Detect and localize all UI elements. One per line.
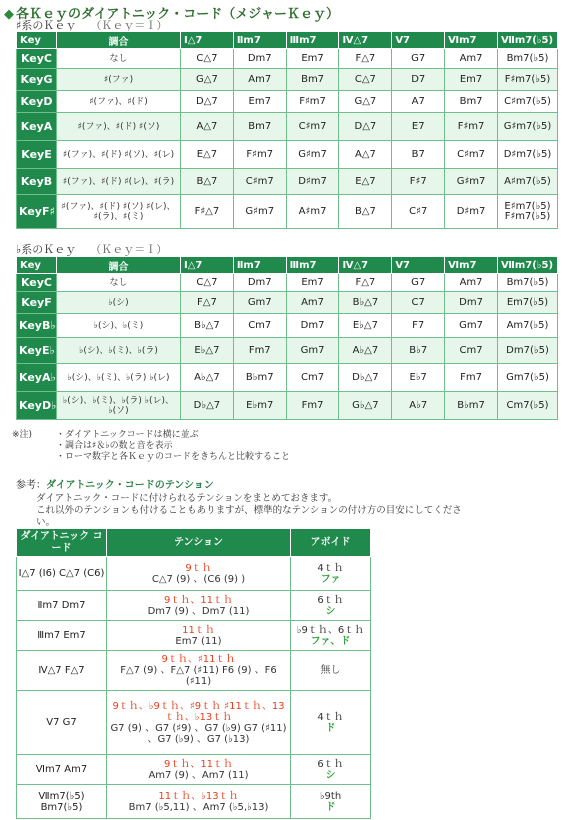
reference-line: ダイアトニック・コードに付けられるテンションをまとめておきます。	[36, 493, 338, 504]
chord-cell: B♭△7	[339, 292, 392, 314]
chord-cell: B♭7	[392, 338, 445, 364]
key-name: KeyB♭	[17, 314, 57, 338]
tension-cell	[107, 557, 291, 591]
chord-cell: Gm7	[286, 338, 339, 364]
diatonic-chord: Ⅵm7 Am7	[17, 755, 107, 785]
tension-row	[17, 557, 371, 591]
tension-list: 9ｔｈ	[185, 562, 212, 574]
chord-cell: G△7	[181, 69, 234, 91]
chord-cell: B♭m7	[445, 392, 498, 420]
chord-cell: Bm7	[233, 113, 286, 141]
chord-cell: C△7	[181, 274, 234, 292]
diatonic-chord: Ⅶm7(♭5) Bm7(♭5)	[17, 785, 107, 819]
key-name: KeyF	[17, 292, 57, 314]
chord-cell: Cm7	[286, 364, 339, 392]
avoid-tension: 6ｔｈ	[317, 758, 344, 770]
chord-cell: G♯m7	[445, 169, 498, 195]
avoid-cell	[291, 755, 371, 785]
chord-cell: Dm7	[233, 49, 286, 69]
tension-row	[17, 785, 371, 819]
chord-cell: F△7	[339, 49, 392, 69]
chord-cell: F♯△7	[181, 195, 234, 229]
key-signature: ♯(ファ)、♯(ド) ♯(ソ)	[57, 113, 181, 141]
avoid-tension: 4ｔｈ	[317, 562, 344, 574]
chord-cell: Gm7	[445, 314, 498, 338]
chord-cell: C♯7	[392, 195, 445, 229]
avoid-note: ファ	[320, 573, 341, 585]
avoid-tension: ♭9th	[319, 790, 342, 802]
avoid-cell	[291, 557, 371, 591]
key-row	[17, 195, 558, 229]
chord-cell: F♯m7	[286, 91, 339, 113]
avoid-note: シ	[325, 769, 336, 781]
tension-row	[17, 591, 371, 621]
header-signature: 調合	[57, 32, 181, 49]
tension-list: 9ｔｈ、11ｔｈ	[163, 758, 234, 770]
chord-cell: Am7	[233, 69, 286, 91]
tension-list: 9ｔｈ、11ｔｈ	[163, 594, 234, 606]
tension-cell	[107, 591, 291, 621]
tension-row	[17, 621, 371, 651]
key-name: KeyA♭	[17, 364, 57, 392]
tension-list: 9ｔｈ、♯11ｔｈ	[161, 654, 236, 665]
key-row	[17, 364, 558, 392]
chord-cell: C♯m7	[286, 113, 339, 141]
key-row	[17, 169, 558, 195]
reference-line: これ以外のテンションも付けることもありますが、標準的なテンションの付け方の目安にしてくださ	[36, 505, 462, 516]
avoid-cell	[291, 621, 371, 651]
chord-cell: D♭△7	[181, 392, 234, 420]
tension-example: Bm7 (♭5,11) 、Am7 (♭5,♭13)	[128, 801, 269, 813]
key-name: KeyF♯	[17, 195, 57, 229]
key-name: KeyA	[17, 113, 57, 141]
chord-cell: D♯m7	[445, 195, 498, 229]
chord-cell: F♯m7	[445, 113, 498, 141]
note-line: ・ローマ数字と各Ｋｅｙのコードをきちんと比較すること	[56, 452, 291, 462]
chord-cell: D△7	[181, 91, 234, 113]
chord-cell: Fm7	[233, 338, 286, 364]
tension-list: 11ｔｈ、♭13ｔｈ	[158, 790, 239, 802]
flat-key-table: Key 調合 Ⅰ△7 Ⅱm7 Ⅲm7 Ⅳ△7 Ⅴ7 Ⅵm7 Ⅶm7(♭5) KeyC なし C△7 Dm7 Em7 F△7 G7 Am7 Bm7(♭5) KeyF ♭(シ) F△7 Gm7 Am7 B♭△7 C7 Dm7 Em7(♭5) KeyB♭ ♭(シ)、♭(ミ) B♭△7 Cm7 Dm7 E♭△7 F7 Gm7 Am7(♭5) KeyE♭ ♭(シ)、♭(ミ)、♭(ラ) E♭△7 Fm7 Gm7 A♭△7 B♭7 Cm7 Dm7(♭5) KeyA♭ ♭(シ)、♭(ミ)、♭(ラ) ♭(レ) A♭△7 B♭m7 Cm7 D♭△7 E♭7 Fm7 Gm7(♭5) KeyD♭ ♭(シ)、♭(ミ)、♭(ラ) ♭(レ)、♭(ソ) D♭△7 E♭m7 Fm7 G♭△7 A♭7 B♭m7 Cm7(♭5)	[16, 256, 558, 420]
chord-cell: F△7	[339, 274, 392, 292]
chord-cell: E△7	[181, 141, 234, 169]
chord-cell: D△7	[339, 113, 392, 141]
chord-cell: Bm7	[445, 91, 498, 113]
chord-cell: Am7	[445, 49, 498, 69]
chord-cell: G7	[392, 274, 445, 292]
chord-cell: Dm7	[233, 274, 286, 292]
key-row	[17, 141, 558, 169]
chord-cell: B♭m7	[233, 364, 286, 392]
chord-cell: Cm7(♭5)	[498, 392, 558, 420]
key-name: KeyC	[17, 274, 57, 292]
key-row	[17, 274, 558, 292]
key-signature: なし	[57, 49, 181, 69]
avoid-note: ファ、ド	[310, 635, 351, 647]
chord-cell: Dm7(♭5)	[498, 338, 558, 364]
header-tension: テンション	[107, 529, 291, 557]
header-avoid: アボイド	[291, 529, 371, 557]
key-name: KeyD	[17, 91, 57, 113]
chord-cell: Dm7	[445, 292, 498, 314]
chord-cell: E△7	[339, 169, 392, 195]
note-line: ・調合は♯＆♭の数と音を表示	[56, 441, 173, 451]
avoid-note: ド	[325, 801, 336, 813]
chord-cell: E♭7	[392, 364, 445, 392]
header-diatonic-chord: ダイアトニック コード	[17, 529, 107, 557]
tension-cell	[107, 691, 291, 755]
chord-cell: D♯m7	[286, 169, 339, 195]
tension-example: G7 (9) 、G7 (♯9) 、G7 (♭9) G7 (♯11) 、G7 (♭9) 、G7 (♭13)	[110, 722, 287, 745]
tension-row	[17, 691, 371, 755]
tension-example: Em7 (11)	[175, 635, 222, 647]
key-row	[17, 392, 558, 420]
tension-cell	[107, 785, 291, 819]
chord-cell: Gm7	[233, 292, 286, 314]
chord-cell: A△7	[339, 141, 392, 169]
chord-cell: Gm7(♭5)	[498, 364, 558, 392]
tension-table	[16, 528, 371, 819]
chord-cell: Em7	[286, 274, 339, 292]
chord-cell: C♯m7(♭5)	[498, 91, 558, 113]
key-name: KeyE♭	[17, 338, 57, 364]
chord-cell: Bm7(♭5)	[498, 274, 558, 292]
chord-cell: C△7	[181, 49, 234, 69]
chord-cell: C♯m7	[233, 169, 286, 195]
key-signature: なし	[57, 274, 181, 292]
key-signature: ♯(ファ)	[57, 69, 181, 91]
tension-row	[17, 651, 371, 691]
chord-cell: G♯m7	[233, 195, 286, 229]
avoid-tension: ♭9ｔｈ、6ｔｈ	[296, 624, 365, 636]
diatonic-chord: Ⅲm7 Em7	[17, 621, 107, 651]
key-signature: ♭(シ)	[57, 292, 181, 314]
chord-cell: Fm7	[445, 364, 498, 392]
key-signature: ♭(シ)、♭(ミ)	[57, 314, 181, 338]
chord-cell: Dm7	[286, 314, 339, 338]
chord-cell: A♯m7(♭5)	[498, 169, 558, 195]
chord-cell: D♭△7	[339, 364, 392, 392]
avoid-tension: 4ｔｈ	[317, 711, 344, 723]
chord-cell: E7	[392, 113, 445, 141]
chord-cell: C♯m7	[445, 141, 498, 169]
key-row	[17, 91, 558, 113]
avoid-cell	[291, 591, 371, 621]
key-row	[17, 292, 558, 314]
chord-cell: A7	[392, 91, 445, 113]
key-row	[17, 338, 558, 364]
chord-cell: G♯m7	[286, 141, 339, 169]
chord-cell: F♯m7(♭5)	[498, 69, 558, 91]
chord-cell: G♭△7	[339, 392, 392, 420]
avoid-tension: 無し	[320, 665, 341, 676]
chord-cell: F7	[392, 314, 445, 338]
header-key: Key	[17, 32, 57, 49]
chord-cell: G△7	[339, 91, 392, 113]
sharp-key-table: Key 調合 Ⅰ△7 Ⅱm7 Ⅲm7 Ⅳ△7 Ⅴ7 Ⅵm7 Ⅶm7(♭5) KeyC なし C△7 Dm7 Em7 F△7 G7 Am7 Bm7(♭5) KeyG ♯(ファ) G△7 Am7 Bm7 C△7 D7 Em7 F♯m7(♭5) KeyD ♯(ファ)、♯(ド) D△7 Em7 F♯m7 G△7 A7 Bm7 C♯m7(♭5) KeyA ♯(ファ)、♯(ド) ♯(ソ) A△7 Bm7 C♯m7 D△7 E7 F♯m7 G♯m7(♭5) KeyE ♯(ファ)、♯(ド) ♯(ソ)、♯(レ) E△7 F♯m7 G♯m7 A△7 B7 C♯m7 D♯m7(♭5) KeyB ♯(ファ)、♯(ド) ♯(レ)、♯(ラ) B△7 C♯m7 D♯m7 E△7 F♯7 G♯m7 A♯m7(♭5) KeyF♯ ♯(ファ)、♯(ド) ♯(ソ) ♯(レ)、♯(ラ)、♯(ミ) F♯△7 G♯m7 A♯m7 B△7 C♯7 D♯m7 E♯m7(♭5) F♯m7(♭5)	[16, 31, 558, 229]
tension-cell	[107, 621, 291, 651]
chord-cell: F△7	[181, 292, 234, 314]
key-signature: ♯(ファ)、♯(ド) ♯(レ)、♯(ラ)	[57, 169, 181, 195]
chord-cell: G7	[392, 49, 445, 69]
tension-example: Dm7 (9) 、Dm7 (11)	[147, 605, 250, 617]
diatonic-chord: Ⅴ7 G7	[17, 691, 107, 755]
chord-cell: Am7	[445, 274, 498, 292]
diatonic-chord: Ⅰ△7 (Ⅰ6) C△7 (C6)	[17, 557, 107, 591]
key-signature: ♭(シ)、♭(ミ)、♭(ラ)	[57, 338, 181, 364]
chord-cell: Am7	[286, 292, 339, 314]
key-signature: ♭(シ)、♭(ミ)、♭(ラ) ♭(レ)	[57, 364, 181, 392]
diatonic-chord: Ⅳ△7 F△7	[17, 651, 107, 691]
chord-cell: Em7	[286, 49, 339, 69]
chord-cell: A♭7	[392, 392, 445, 420]
avoid-cell	[291, 691, 371, 755]
avoid-cell	[291, 785, 371, 819]
key-name: KeyG	[17, 69, 57, 91]
key-row	[17, 69, 558, 91]
chord-cell: E♯m7(♭5) F♯m7(♭5)	[498, 195, 558, 229]
chord-cell: A♭△7	[181, 364, 234, 392]
avoid-tension: 6ｔｈ	[317, 594, 344, 606]
key-name: KeyB	[17, 169, 57, 195]
chord-cell: F♯m7	[233, 141, 286, 169]
chord-cell: Am7(♭5)	[498, 314, 558, 338]
tension-list: 11ｔｈ	[182, 624, 215, 636]
chord-cell: Em7(♭5)	[498, 292, 558, 314]
chord-cell: F♯7	[392, 169, 445, 195]
chord-cell: C7	[392, 292, 445, 314]
chord-cell: Em7	[233, 91, 286, 113]
tension-row	[17, 755, 371, 785]
chord-cell: D7	[392, 69, 445, 91]
chord-cell: E♭△7	[181, 338, 234, 364]
chord-cell: E♭m7	[233, 392, 286, 420]
chord-cell: B△7	[181, 169, 234, 195]
key-row	[17, 113, 558, 141]
chord-cell: B△7	[339, 195, 392, 229]
key-name: KeyD♭	[17, 392, 57, 420]
key-signature: ♯(ファ)、♯(ド) ♯(ソ)、♯(レ)	[57, 141, 181, 169]
tension-cell	[107, 651, 291, 691]
chord-cell: D♯m7(♭5)	[498, 141, 558, 169]
chord-cell: Em7	[445, 69, 498, 91]
flat-section-label: ♭系のＫｅｙ （Ｋｅｙ＝Ｉ）	[16, 243, 168, 256]
chord-cell: A♭△7	[339, 338, 392, 364]
tension-example: C△7 (9) 、(C6 (9) )	[151, 573, 246, 585]
chord-cell: G♯m7(♭5)	[498, 113, 558, 141]
notes-prefix: ※注)	[12, 430, 33, 440]
key-row	[17, 49, 558, 69]
avoid-note: シ	[325, 605, 336, 617]
tension-example: F△7 (9) 、F△7 (♯11) F6 (9) 、F6 (♯11)	[120, 665, 277, 687]
reference-heading: 参考：ダイアトニック・コードのテンション	[16, 480, 214, 491]
avoid-cell	[291, 651, 371, 691]
tension-example: Am7 (9) 、Am7 (11)	[148, 769, 249, 781]
tension-list: 9ｔｈ、♭9ｔｈ、♯9ｔｈ ♯11ｔｈ、13ｔｈ、♭13ｔｈ	[112, 700, 285, 723]
diatonic-chord: Ⅱm7 Dm7	[17, 591, 107, 621]
chord-cell: B♭△7	[181, 314, 234, 338]
chord-cell: Fm7	[286, 392, 339, 420]
page-title: ◆ 各Ｋｅｙのダイアトニック・コード（メジャーＫｅｙ）	[4, 7, 340, 22]
tension-cell	[107, 755, 291, 785]
chord-cell: Cm7	[445, 338, 498, 364]
chord-cell: Bm7	[286, 69, 339, 91]
avoid-note: ド	[325, 722, 336, 734]
diamond-icon: ◆	[4, 7, 14, 22]
key-row	[17, 314, 558, 338]
chord-cell: A♯m7	[286, 195, 339, 229]
key-signature: ♯(ファ)、♯(ド) ♯(ソ) ♯(レ)、♯(ラ)、♯(ミ)	[57, 195, 181, 229]
note-line: ・ダイアトニックコードは横に並ぶ	[56, 430, 199, 440]
chord-cell: A△7	[181, 113, 234, 141]
chord-cell: E♭△7	[339, 314, 392, 338]
key-signature: ♯(ファ)、♯(ド)	[57, 91, 181, 113]
key-name: KeyE	[17, 141, 57, 169]
key-name: KeyC	[17, 49, 57, 69]
chord-cell: Bm7(♭5)	[498, 49, 558, 69]
chord-cell: C△7	[339, 69, 392, 91]
chord-cell: B7	[392, 141, 445, 169]
key-signature: ♭(シ)、♭(ミ)、♭(ラ) ♭(レ)、♭(ソ)	[57, 392, 181, 420]
reference-line: い。	[36, 517, 56, 528]
sharp-section-label: ♯系のＫｅｙ （Ｋｅｙ＝Ｉ）	[16, 19, 168, 32]
chord-cell: Cm7	[233, 314, 286, 338]
